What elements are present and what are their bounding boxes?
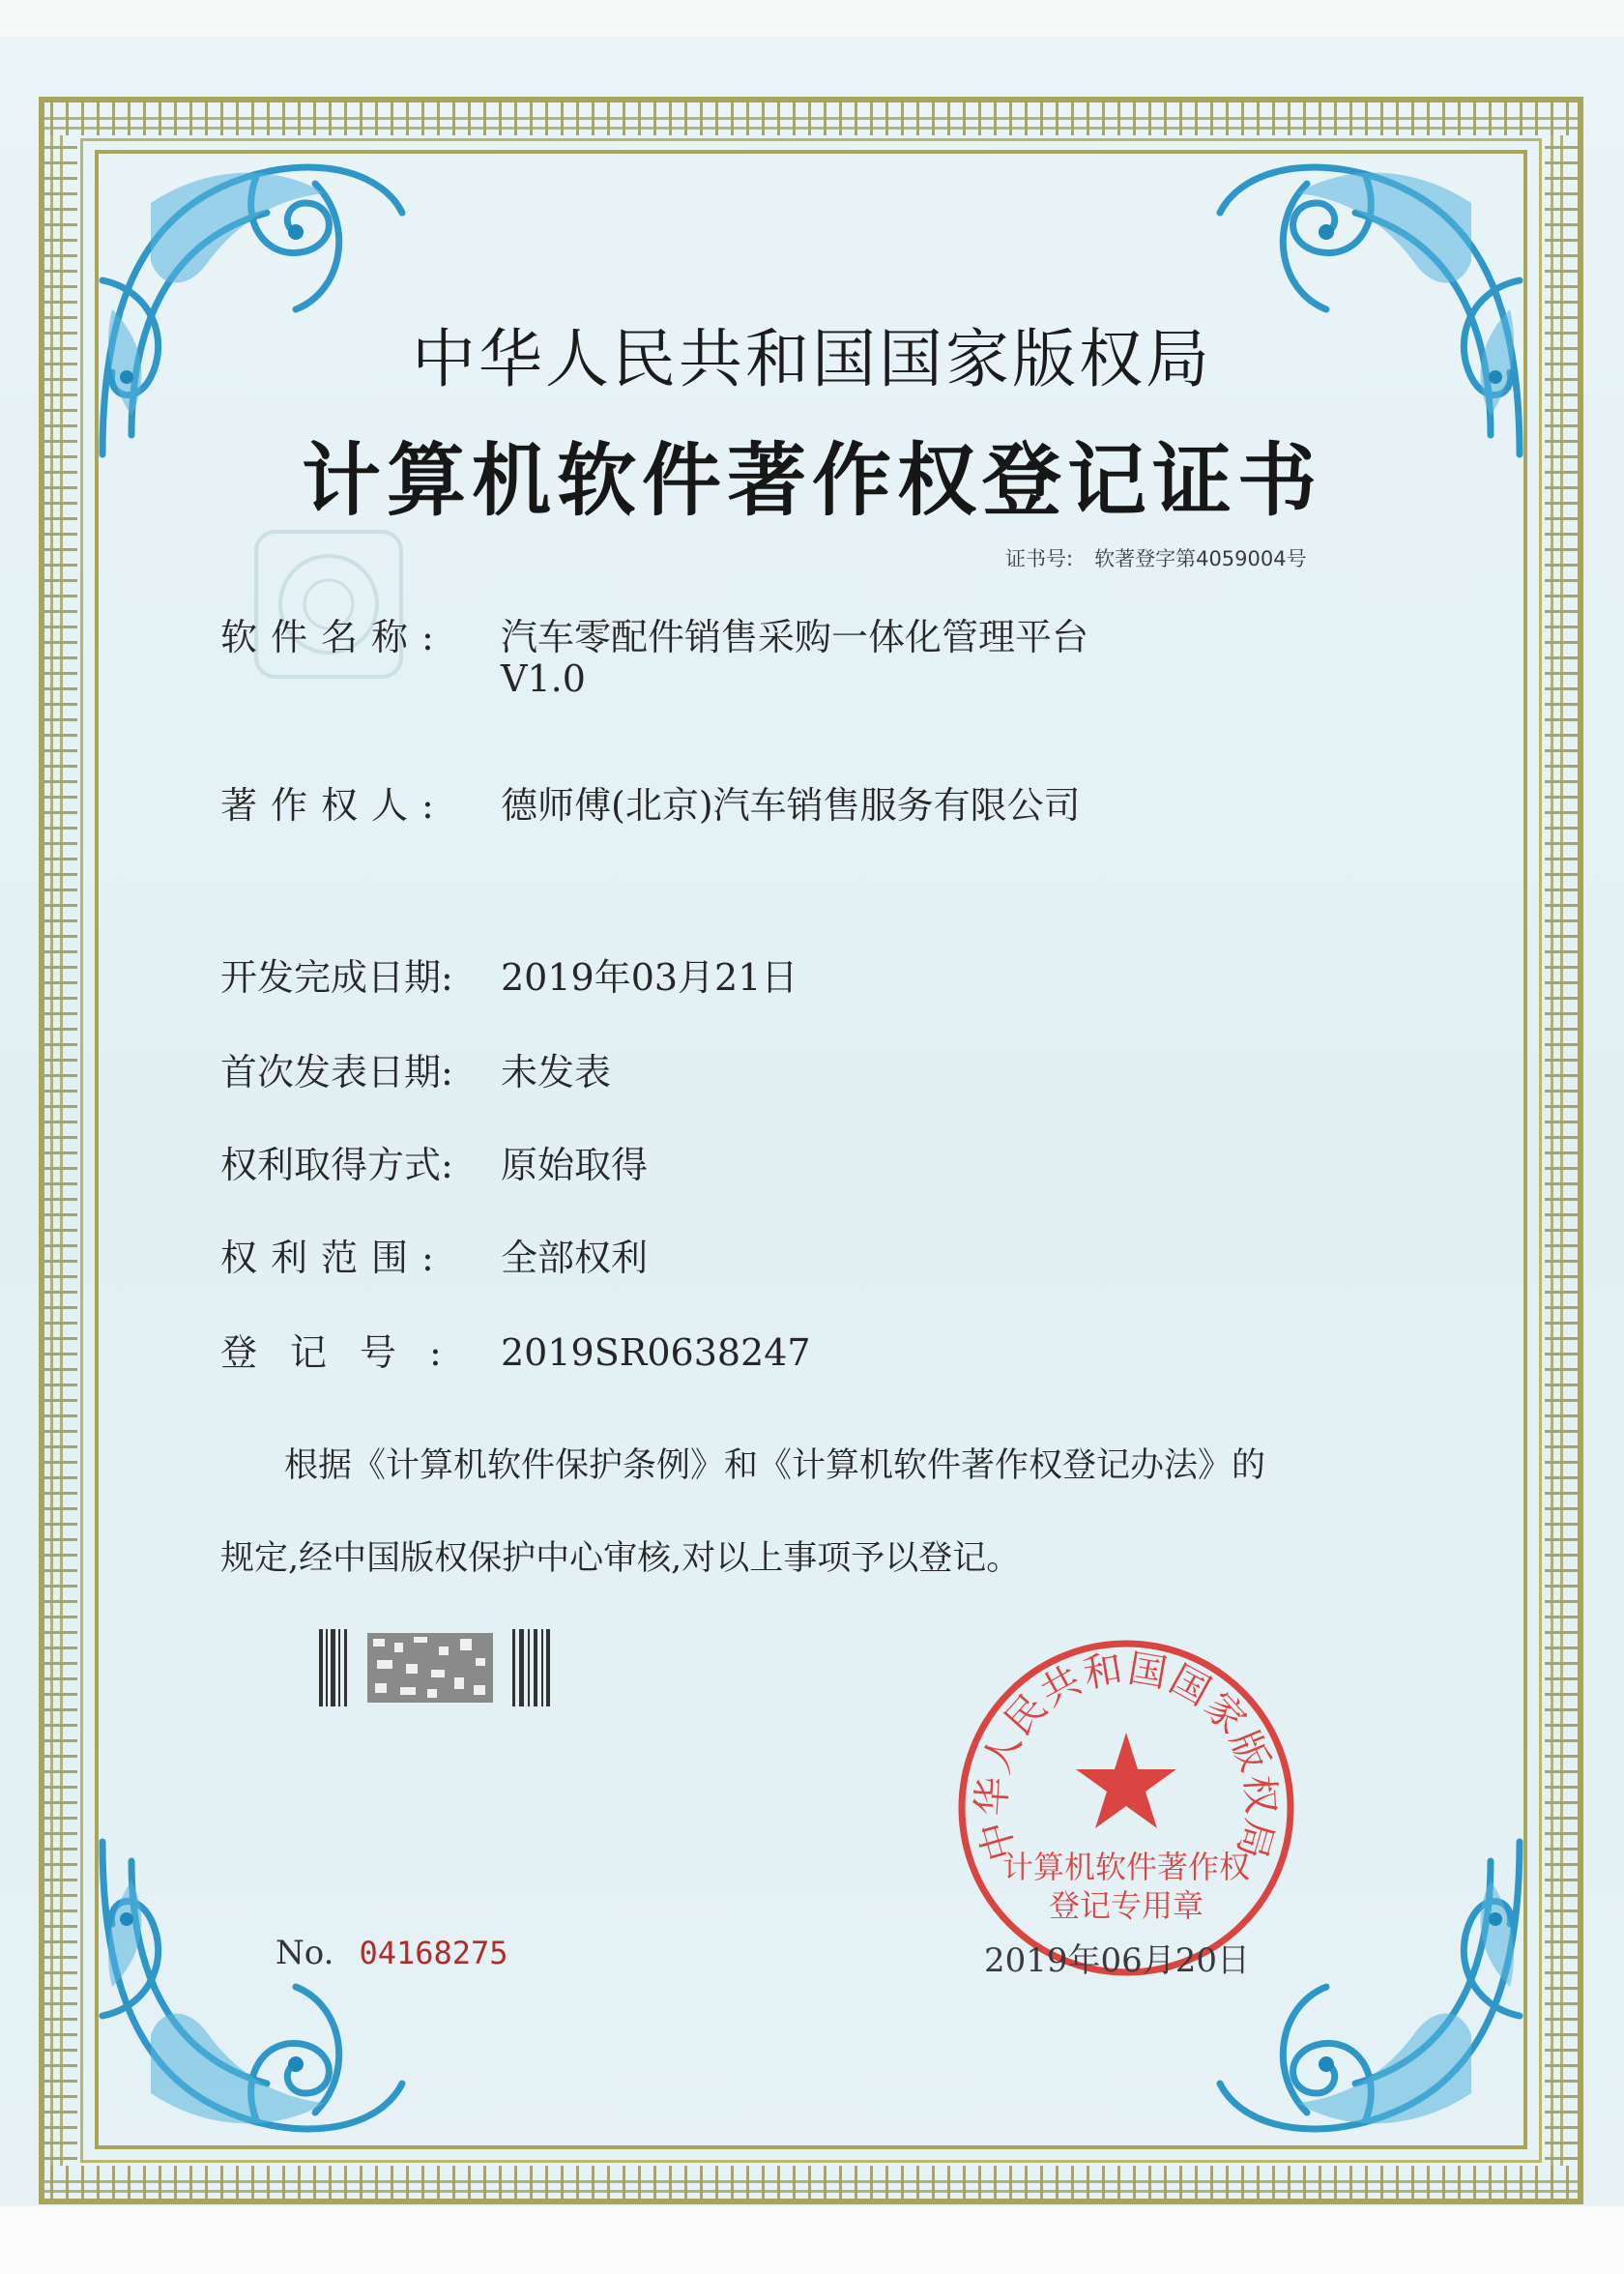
- certificate-title: 计算机软件著作权登记证书: [301, 434, 1322, 527]
- dev-date-label: 开发完成日期:: [220, 956, 453, 999]
- field-publish-date: [220, 1042, 611, 1095]
- certificate-number: [1005, 543, 1307, 572]
- scan-margin-bottom: [0, 2206, 1624, 2274]
- owner-value: 德师傅(北京)汽车销售服务有限公司: [501, 784, 1081, 827]
- issuing-authority: 中华人民共和国国家版权局: [412, 322, 1212, 396]
- field-software-version: [220, 657, 586, 700]
- owner-label: 著作权人:: [220, 784, 448, 827]
- corner-ornament-icon: [1210, 145, 1529, 464]
- seal-ring-text: 中华人民共和国国家版权局: [970, 1646, 1283, 1866]
- corner-ornament-icon: [93, 1832, 412, 2151]
- field-rights-scope: [220, 1228, 648, 1281]
- field-dev-date: [220, 948, 798, 1001]
- field-acquire-method: [220, 1135, 648, 1188]
- official-seal: [952, 1634, 1300, 1982]
- registration-number-label: 登记号:: [220, 1331, 475, 1374]
- scan-margin-top: [0, 0, 1624, 37]
- serial-label: No.: [276, 1934, 334, 1972]
- publish-date-value: 未发表: [501, 1051, 612, 1093]
- serial-number: [276, 1934, 508, 1972]
- software-name-value: 汽车零配件销售采购一体化管理平台: [501, 616, 1089, 658]
- acquire-method-value: 原始取得: [501, 1144, 649, 1186]
- software-version-value: V1.0: [501, 657, 586, 700]
- rights-scope-label: 权利范围:: [220, 1237, 448, 1279]
- issue-date: 2019年06月20日: [984, 1941, 1251, 1980]
- software-name-label: 软件名称:: [220, 616, 448, 658]
- seal-inner-line-2: 登记专用章: [1048, 1887, 1204, 1924]
- dev-date-value: 2019年03月21日: [501, 956, 798, 999]
- seal-inner-line-1: 计算机软件著作权: [1001, 1849, 1251, 1885]
- greek-key-border-bottom: [44, 2166, 1578, 2199]
- acquire-method-label: 权利取得方式:: [220, 1144, 453, 1186]
- certificate-number-label: 证书号:: [1005, 547, 1074, 570]
- rights-scope-value: 全部权利: [501, 1237, 649, 1279]
- publish-date-label: 首次发表日期:: [220, 1051, 453, 1093]
- corner-ornament-icon: [93, 145, 412, 464]
- barcode-icon: [319, 1629, 551, 1706]
- statement-line-2: 规定,经中国版权保护中心审核,对以上事项予以登记。: [220, 1539, 1021, 1578]
- field-owner: [220, 775, 1081, 829]
- greek-key-border-top: [44, 102, 1578, 135]
- certificate-number-value: 软著登字第4059004号: [1094, 547, 1307, 570]
- registration-number-value: 2019SR0638247: [501, 1331, 811, 1374]
- statement-line-1: 根据《计算机软件保护条例》和《计算机软件著作权登记办法》的: [284, 1446, 1266, 1485]
- serial-value: 04168275: [359, 1935, 508, 1971]
- star-icon: [1076, 1733, 1176, 1828]
- field-software-name: [220, 607, 1088, 660]
- field-registration-number: [220, 1323, 811, 1376]
